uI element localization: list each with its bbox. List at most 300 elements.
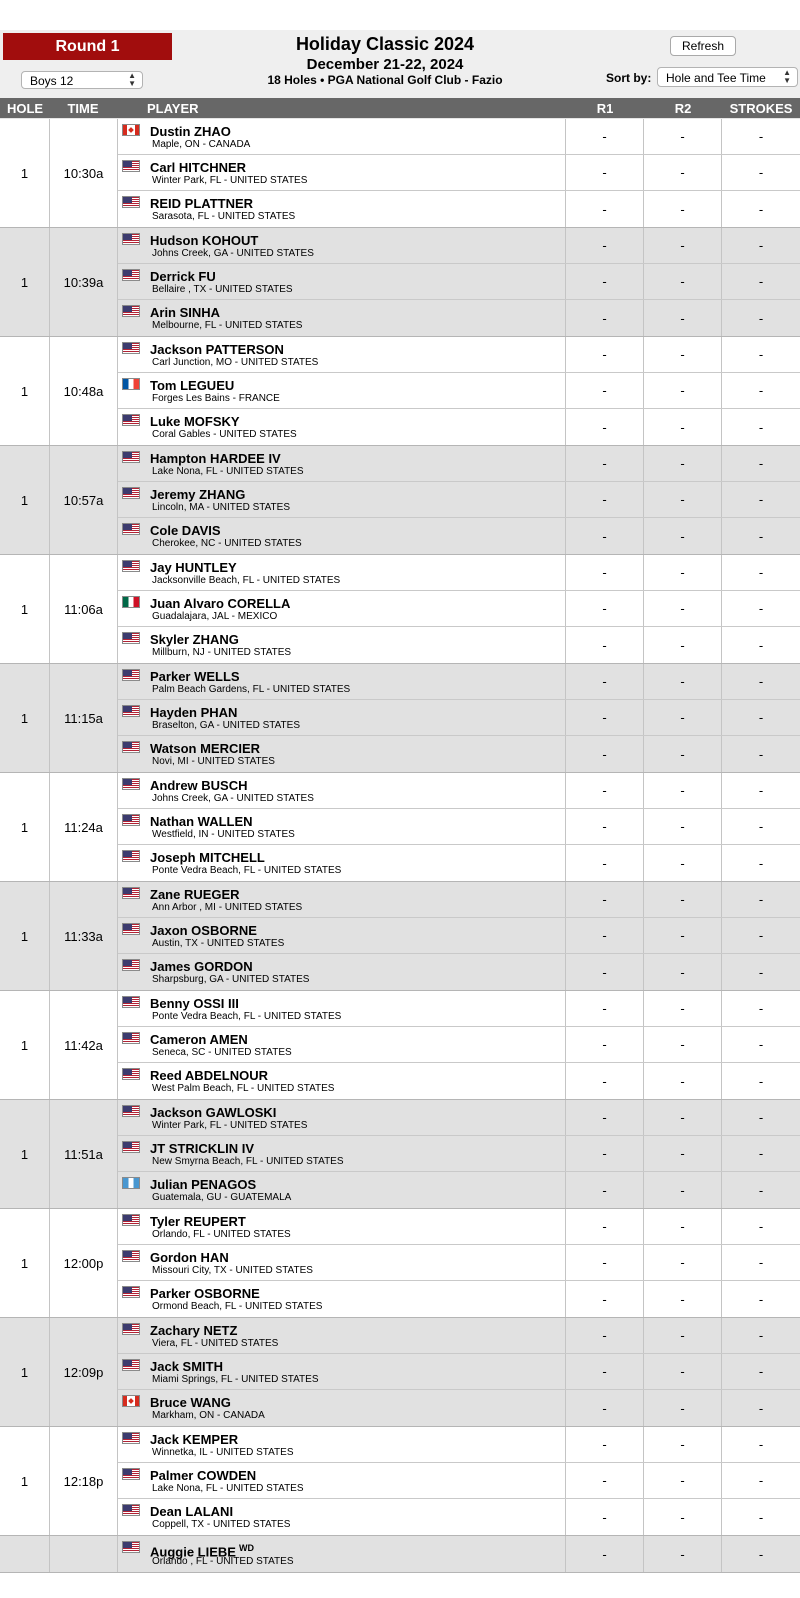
score-r1: -	[566, 700, 644, 735]
tee-time-cell: 10:30a	[50, 119, 118, 227]
score-strokes: -	[758, 274, 764, 289]
player-cell	[118, 991, 566, 1026]
player-row[interactable]	[118, 991, 800, 1027]
player-name[interactable]: James GORDON	[150, 959, 253, 974]
flag-us-icon	[122, 705, 140, 717]
player-name[interactable]: Zane RUEGER	[150, 887, 240, 902]
player-name[interactable]: Watson MERCIER	[150, 741, 261, 756]
player-cell	[118, 1245, 566, 1280]
player-cell	[118, 264, 566, 299]
score-r2: -	[644, 482, 722, 517]
score-r1: -	[566, 155, 644, 190]
division-select-value: Boys 12	[30, 74, 74, 88]
player-cell	[118, 700, 566, 735]
flag-us-icon	[122, 1141, 140, 1153]
flag-us-icon	[122, 305, 140, 317]
player-name-wrap	[150, 1432, 238, 1447]
player-name[interactable]: Jack KEMPER	[150, 1432, 239, 1447]
player-cell	[118, 627, 566, 663]
tee-group	[0, 882, 800, 991]
score-r2: -	[644, 1318, 722, 1353]
sort-by-label: Sort by:	[606, 71, 652, 85]
player-row[interactable]	[118, 446, 800, 482]
withdrawn-badge: WD	[238, 1543, 254, 1553]
player-row[interactable]	[118, 773, 800, 809]
score-strokes: -	[758, 238, 764, 253]
sort-select-value: Hole and Tee Time	[666, 71, 766, 85]
player-name-wrap	[150, 1468, 256, 1483]
player-name[interactable]: Hayden PHAN	[150, 705, 238, 720]
player-list	[118, 446, 800, 554]
player-name[interactable]: Hudson KOHOUT	[150, 233, 259, 248]
player-name[interactable]: Andrew BUSCH	[150, 778, 248, 793]
player-location: Lincoln, MA - UNITED STATES	[152, 502, 290, 513]
flag-us-icon	[122, 814, 140, 826]
player-name-wrap	[150, 196, 253, 211]
player-name-wrap	[150, 814, 253, 829]
select-arrows-icon: ▲ ▼	[128, 71, 136, 88]
player-location: Johns Creek, GA - UNITED STATES	[152, 248, 314, 259]
player-name[interactable]: Jack SMITH	[150, 1359, 223, 1374]
player-location: New Smyrna Beach, FL - UNITED STATES	[152, 1156, 344, 1167]
score-r1: -	[566, 191, 644, 227]
player-row[interactable]	[118, 1318, 800, 1354]
player-name[interactable]: Joseph MITCHELL	[150, 850, 265, 865]
player-location: Sarasota, FL - UNITED STATES	[152, 211, 296, 222]
player-list	[118, 1536, 800, 1572]
player-list	[118, 228, 800, 336]
player-name[interactable]: Tyler REUPERT	[150, 1214, 246, 1229]
player-name[interactable]: Tom LEGUEU	[150, 378, 235, 393]
score-r1: -	[566, 627, 644, 663]
score-strokes: -	[758, 310, 764, 326]
score-r2: -	[644, 155, 722, 190]
score-r2: -	[644, 918, 722, 953]
player-row[interactable]	[118, 1390, 800, 1426]
player-cell	[118, 1354, 566, 1389]
score-r2: -	[644, 446, 722, 481]
player-name[interactable]: Parker WELLS	[150, 669, 240, 684]
player-row[interactable]	[118, 228, 800, 264]
flag-us-icon	[122, 778, 140, 790]
player-location: Bellaire , TX - UNITED STATES	[152, 284, 293, 295]
player-name-wrap	[150, 1214, 246, 1229]
player-row[interactable]	[118, 1172, 800, 1208]
player-name[interactable]: Hampton HARDEE IV	[150, 451, 281, 466]
player-name[interactable]: Cole DAVIS	[150, 523, 221, 538]
score-r1: -	[566, 591, 644, 626]
flag-us-icon	[122, 160, 140, 172]
score-r1: -	[566, 1245, 644, 1280]
hole-cell: 1	[0, 1427, 50, 1535]
player-location: Winter Park, FL - UNITED STATES	[152, 175, 308, 186]
score-r2: -	[644, 1354, 722, 1389]
player-location: Ponte Vedra Beach, FL - UNITED STATES	[152, 1011, 342, 1022]
hole-cell: 1	[0, 1209, 50, 1317]
player-name-wrap	[150, 778, 248, 793]
score-strokes: -	[758, 565, 764, 580]
score-r1: -	[566, 954, 644, 990]
player-list	[118, 773, 800, 881]
score-r2: -	[644, 1245, 722, 1280]
score-strokes: -	[758, 1037, 764, 1052]
player-row[interactable]	[118, 700, 800, 736]
player-row[interactable]	[118, 664, 800, 700]
player-location: Novi, MI - UNITED STATES	[152, 756, 275, 767]
player-name[interactable]: Carl HITCHNER	[150, 160, 247, 175]
sort-select[interactable]	[657, 67, 798, 87]
division-select[interactable]	[21, 71, 143, 89]
player-row[interactable]	[118, 1136, 800, 1172]
event-dates: December 21-22, 2024	[306, 56, 464, 73]
column-header-hole[interactable]: HOLE	[6, 100, 44, 116]
score-r2: -	[644, 1499, 722, 1535]
score-r1: -	[566, 1427, 644, 1462]
flag-us-icon	[122, 669, 140, 681]
score-r1: -	[566, 882, 644, 917]
tee-time-cell: 11:42a	[50, 991, 118, 1099]
player-name[interactable]: Reed ABDELNOUR	[150, 1068, 268, 1083]
player-location: Braselton, GA - UNITED STATES	[152, 720, 300, 731]
player-location: Johns Creek, GA - UNITED STATES	[152, 793, 314, 804]
player-name[interactable]: Gordon HAN	[150, 1250, 229, 1265]
player-location: Orlando , FL - UNITED STATES	[152, 1556, 294, 1567]
score-r2: -	[644, 845, 722, 881]
player-cell	[118, 1499, 566, 1535]
player-row[interactable]	[118, 591, 800, 627]
player-row[interactable]	[118, 264, 800, 300]
player-name[interactable]: Parker OSBORNE	[150, 1286, 260, 1301]
player-cell	[118, 954, 566, 990]
flag-us-icon	[122, 1468, 140, 1480]
flag-us-icon	[122, 887, 140, 899]
player-name[interactable]: Skyler ZHANG	[150, 632, 239, 647]
score-strokes: -	[758, 165, 764, 180]
tee-time-cell: 11:15a	[50, 664, 118, 772]
player-location: Carl Junction, MO - UNITED STATES	[152, 357, 319, 368]
flag-us-icon	[122, 1068, 140, 1080]
flag-mx-icon	[122, 596, 140, 608]
score-r1: -	[566, 664, 644, 699]
score-r1: -	[566, 446, 644, 481]
flag-us-icon	[122, 487, 140, 499]
player-name-wrap	[150, 923, 257, 938]
player-name[interactable]: Benny OSSI III	[150, 996, 239, 1011]
player-row[interactable]	[118, 1281, 800, 1317]
player-name-wrap	[150, 1323, 237, 1338]
player-row[interactable]	[118, 1536, 800, 1572]
score-r1: -	[566, 809, 644, 844]
flag-us-icon	[122, 632, 140, 644]
player-name-wrap	[150, 1250, 229, 1265]
player-row[interactable]	[118, 809, 800, 845]
score-strokes: -	[758, 1182, 764, 1198]
player-location: Miami Springs, FL - UNITED STATES	[152, 1374, 319, 1385]
player-row[interactable]	[118, 1427, 800, 1463]
player-location: Cherokee, NC - UNITED STATES	[152, 538, 302, 549]
score-r2: -	[644, 591, 722, 626]
player-list	[118, 882, 800, 990]
score-strokes: -	[758, 528, 764, 544]
event-venue: 18 Holes • PGA National Golf Club - Fazio	[267, 73, 503, 87]
score-r1: -	[566, 482, 644, 517]
player-row[interactable]	[118, 1063, 800, 1099]
column-header-player[interactable]: PLAYER	[147, 100, 199, 116]
player-location: Markham, ON - CANADA	[152, 1410, 265, 1421]
player-cell	[118, 1390, 566, 1426]
player-name-wrap	[150, 1141, 254, 1156]
score-r2: -	[644, 1281, 722, 1317]
score-r2: -	[644, 555, 722, 590]
score-r1: -	[566, 736, 644, 772]
player-row[interactable]	[118, 736, 800, 772]
refresh-button[interactable]: Refresh	[670, 36, 736, 56]
hole-cell: 1	[0, 1318, 50, 1426]
score-r1: -	[566, 1354, 644, 1389]
score-strokes: -	[758, 674, 764, 689]
player-name[interactable]: REID PLATTNER	[150, 196, 254, 211]
flag-gt-icon	[122, 1177, 140, 1189]
column-header-r2[interactable]: R2	[674, 100, 692, 116]
player-row[interactable]	[118, 918, 800, 954]
player-cell	[118, 736, 566, 772]
player-name[interactable]: JT STRICKLIN IV	[150, 1141, 255, 1156]
score-r2: -	[644, 1063, 722, 1099]
flag-us-icon	[122, 1432, 140, 1444]
tee-time-cell: 11:06a	[50, 555, 118, 663]
flag-ca-icon	[122, 1395, 140, 1407]
player-row[interactable]	[118, 1209, 800, 1245]
player-name[interactable]: Bruce WANG	[150, 1395, 231, 1410]
player-row[interactable]	[118, 1100, 800, 1136]
tee-time-cell	[50, 1536, 118, 1572]
player-list	[118, 1100, 800, 1208]
player-row[interactable]	[118, 1499, 800, 1535]
player-cell	[118, 1172, 566, 1208]
player-name-wrap	[150, 1032, 248, 1047]
player-cell	[118, 555, 566, 590]
player-row[interactable]	[118, 1027, 800, 1063]
player-location: Guadalajara, JAL - MEXICO	[152, 611, 278, 622]
flag-us-icon	[122, 996, 140, 1008]
player-location: Ponte Vedra Beach, FL - UNITED STATES	[152, 865, 342, 876]
player-row[interactable]	[118, 954, 800, 990]
score-r1: -	[566, 845, 644, 881]
score-r1: -	[566, 518, 644, 554]
player-cell	[118, 845, 566, 881]
flag-us-icon	[122, 1250, 140, 1262]
player-cell	[118, 518, 566, 554]
hole-cell: 1	[0, 446, 50, 554]
round-tab[interactable]: Round 1	[3, 33, 172, 60]
player-row[interactable]	[118, 373, 800, 409]
player-name-wrap	[150, 669, 240, 684]
player-name-wrap	[150, 850, 265, 865]
score-r2: -	[644, 1100, 722, 1135]
player-name-wrap	[150, 160, 246, 175]
hole-cell: 1	[0, 337, 50, 445]
player-row[interactable]	[118, 1354, 800, 1390]
player-name-wrap	[150, 1395, 231, 1410]
player-name[interactable]: Palmer COWDEN	[150, 1468, 257, 1483]
score-strokes: -	[758, 456, 764, 471]
flag-us-icon	[122, 1541, 140, 1553]
player-row[interactable]	[118, 1245, 800, 1281]
score-r2: -	[644, 627, 722, 663]
player-name[interactable]: Jackson PATTERSON	[150, 342, 284, 357]
hole-cell: 1	[0, 1100, 50, 1208]
score-r2: -	[644, 228, 722, 263]
score-strokes: -	[758, 1473, 764, 1488]
player-name-wrap	[150, 414, 240, 429]
player-location: Viera, FL - UNITED STATES	[152, 1338, 279, 1349]
column-header-time[interactable]: TIME	[67, 100, 99, 116]
flag-us-icon	[122, 1504, 140, 1516]
player-name[interactable]: Julian PENAGOS	[150, 1177, 257, 1192]
player-name[interactable]: Juan Alvaro CORELLA	[150, 596, 291, 611]
score-r2: -	[644, 1172, 722, 1208]
player-row[interactable]	[118, 300, 800, 336]
player-name-wrap	[150, 233, 258, 248]
player-row[interactable]	[118, 482, 800, 518]
player-name[interactable]: Jaxon OSBORNE	[150, 923, 257, 938]
player-cell	[118, 1463, 566, 1498]
tee-group	[0, 119, 800, 228]
column-header-strokes[interactable]: STROKES	[729, 100, 793, 116]
tee-group	[0, 664, 800, 773]
hole-cell: 1	[0, 664, 50, 772]
player-row[interactable]	[118, 191, 800, 227]
player-row[interactable]	[118, 337, 800, 373]
tee-group	[0, 337, 800, 446]
flag-us-icon	[122, 523, 140, 535]
player-name[interactable]: Dustin ZHAO	[150, 124, 231, 139]
score-r2: -	[644, 1027, 722, 1062]
player-name-wrap	[150, 342, 284, 357]
player-name[interactable]: Dean LALANI	[150, 1504, 234, 1519]
score-r2: -	[644, 736, 722, 772]
player-name[interactable]: Jay HUNTLEY	[150, 560, 237, 575]
score-r2: -	[644, 409, 722, 445]
score-r1: -	[566, 1027, 644, 1062]
player-cell	[118, 1027, 566, 1062]
score-strokes: -	[758, 492, 764, 507]
player-name-wrap	[150, 1068, 268, 1083]
player-name[interactable]: Arin SINHA	[150, 305, 221, 320]
player-row[interactable]	[118, 627, 800, 663]
player-location: Orlando, FL - UNITED STATES	[152, 1229, 291, 1240]
score-r2: -	[644, 300, 722, 336]
player-name-wrap	[150, 487, 245, 502]
tee-group	[0, 446, 800, 555]
score-r1: -	[566, 1136, 644, 1171]
score-strokes: -	[758, 1146, 764, 1161]
score-r1: -	[566, 1390, 644, 1426]
hole-cell	[0, 1536, 50, 1572]
player-cell	[118, 446, 566, 481]
player-location: Westfield, IN - UNITED STATES	[152, 829, 295, 840]
score-r1: -	[566, 773, 644, 808]
flag-us-icon	[122, 560, 140, 572]
score-r2: -	[644, 954, 722, 990]
player-location: Coral Gables - UNITED STATES	[152, 429, 297, 440]
player-name-wrap	[150, 523, 221, 538]
player-name[interactable]: Cameron AMEN	[150, 1032, 248, 1047]
player-location: Millburn, NJ - UNITED STATES	[152, 647, 292, 658]
player-list	[118, 555, 800, 663]
tee-group	[0, 1318, 800, 1427]
score-r1: -	[566, 991, 644, 1026]
player-name[interactable]: Derrick FU	[150, 269, 216, 284]
score-strokes: -	[758, 1400, 764, 1416]
player-name[interactable]: Luke MOFSKY	[150, 414, 240, 429]
column-header-r1[interactable]: R1	[596, 100, 614, 116]
score-strokes: -	[758, 201, 764, 217]
player-cell	[118, 1100, 566, 1135]
player-cell	[118, 591, 566, 626]
tee-group	[0, 1209, 800, 1318]
player-name[interactable]: Auggie LIEBE	[150, 1544, 236, 1560]
player-name[interactable]: Jeremy ZHANG	[150, 487, 246, 502]
player-row[interactable]	[118, 882, 800, 918]
flag-us-icon	[122, 1286, 140, 1298]
player-cell	[118, 482, 566, 517]
player-location: Winnetka, IL - UNITED STATES	[152, 1447, 294, 1458]
player-cell	[118, 191, 566, 227]
tee-time-cell: 10:48a	[50, 337, 118, 445]
score-r1: -	[566, 918, 644, 953]
player-cell	[118, 1281, 566, 1317]
score-strokes: -	[758, 1328, 764, 1343]
score-r2: -	[644, 518, 722, 554]
tee-group	[0, 1100, 800, 1209]
flag-ca-icon	[122, 124, 140, 136]
tee-time-cell: 10:57a	[50, 446, 118, 554]
player-location: Sharpsburg, GA - UNITED STATES	[152, 974, 310, 985]
score-strokes: -	[758, 347, 764, 362]
player-row[interactable]	[118, 119, 800, 155]
player-row[interactable]	[118, 555, 800, 591]
player-name[interactable]: Jackson GAWLOSKI	[150, 1105, 277, 1120]
player-row[interactable]	[118, 409, 800, 445]
player-cell	[118, 809, 566, 844]
score-strokes: -	[758, 783, 764, 798]
score-r2: -	[644, 1536, 722, 1572]
player-cell	[118, 1063, 566, 1099]
score-r2: -	[644, 1209, 722, 1244]
score-r1: -	[566, 228, 644, 263]
player-cell	[118, 409, 566, 445]
player-name[interactable]: Nathan WALLEN	[150, 814, 253, 829]
flag-us-icon	[122, 1214, 140, 1226]
player-name-wrap	[150, 996, 239, 1011]
player-row[interactable]	[118, 518, 800, 554]
hole-cell: 1	[0, 991, 50, 1099]
player-row[interactable]	[118, 845, 800, 881]
player-list	[118, 119, 800, 227]
tee-time-cell: 11:33a	[50, 882, 118, 990]
score-r2: -	[644, 809, 722, 844]
player-row[interactable]	[118, 1463, 800, 1499]
score-r1: -	[566, 409, 644, 445]
player-location: Ann Arbor , MI - UNITED STATES	[152, 902, 303, 913]
player-name[interactable]: Zachary NETZ	[150, 1323, 238, 1338]
score-strokes: -	[758, 928, 764, 943]
tee-group	[0, 773, 800, 882]
player-list	[118, 1318, 800, 1426]
tee-time-cell: 11:24a	[50, 773, 118, 881]
player-row[interactable]	[118, 155, 800, 191]
